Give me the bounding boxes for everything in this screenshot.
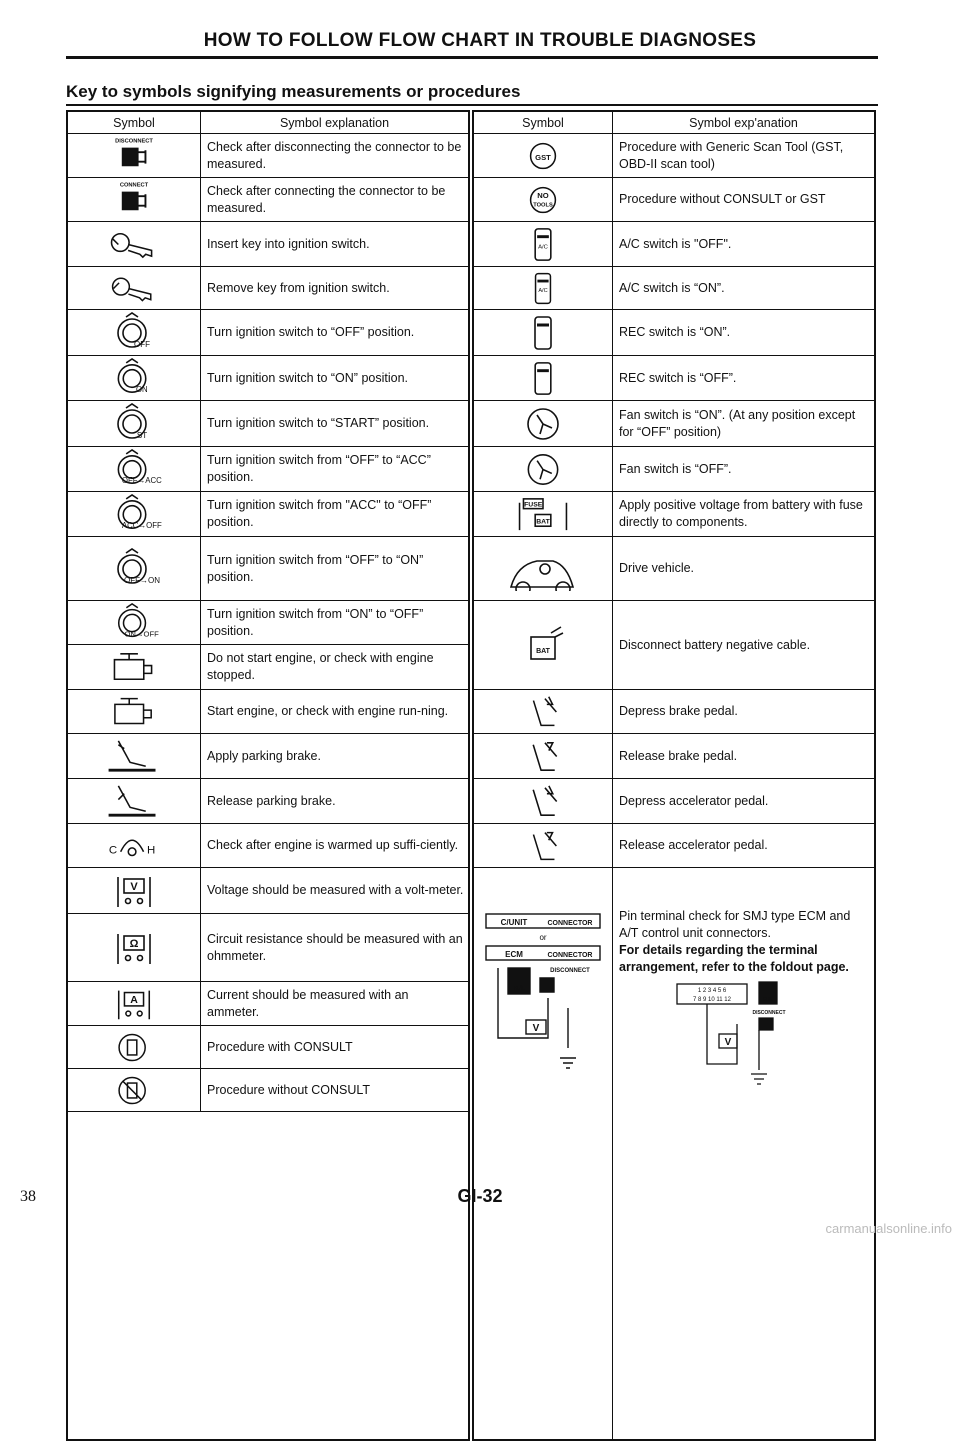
svg-text:FUSE: FUSE <box>524 501 543 509</box>
svg-text:CONNECTOR: CONNECTOR <box>547 952 593 959</box>
left-symbol-cell <box>68 601 201 644</box>
ignition-on-icon <box>84 357 184 400</box>
right-explanation: Release accelerator pedal. <box>619 838 768 852</box>
symbol-table-right <box>472 110 876 1441</box>
left-explanation: Start engine, or check with engine run-ning. <box>207 704 449 718</box>
left-row <box>68 401 468 447</box>
right-explanation: Disconnect battery negative cable. <box>619 637 811 652</box>
left-row <box>68 222 468 267</box>
svg-text:1 2 3 4 5 6: 1 2 3 4 5 6 <box>697 988 727 994</box>
left-symbol-cell <box>68 537 201 600</box>
left-explanation: Turn ignition switch from “ON” to “OFF” position. <box>207 606 424 638</box>
engine-running-icon <box>84 691 184 733</box>
left-row <box>68 537 468 601</box>
left-explanation: Turn ignition switch to “ON” position. <box>207 370 409 385</box>
left-row <box>68 982 468 1026</box>
fuse-battery-icon <box>493 493 593 536</box>
left-symbol-cell <box>68 401 201 446</box>
right-explanation: A/C switch is “ON”. <box>619 280 725 295</box>
right-row <box>474 222 874 267</box>
svg-text:DISCONNECT: DISCONNECT <box>115 138 153 145</box>
right-row <box>474 601 874 690</box>
right-explanation: Drive vehicle. <box>619 561 695 575</box>
svg-text:BAT: BAT <box>536 517 550 525</box>
left-row <box>68 447 468 492</box>
right-explanation: Release brake pedal. <box>619 748 738 763</box>
header-symbol-right: Symbol <box>474 112 613 134</box>
left-explanation: Insert key into ignition switch. <box>207 236 370 251</box>
symbol-table <box>66 110 876 1440</box>
ammeter-icon <box>84 983 184 1025</box>
right-row <box>474 267 874 310</box>
right-row <box>474 401 874 447</box>
right-explanation: Depress brake pedal. <box>619 704 738 718</box>
left-row <box>68 310 468 356</box>
rec-switch-off-icon <box>493 357 593 400</box>
page-code: GI-32 <box>457 1186 503 1206</box>
right-symbol-cell <box>474 447 613 491</box>
disconnect-battery-icon <box>493 623 593 667</box>
page-title: HOW TO FOLLOW FLOW CHART IN TROUBLE DIAGNOSES <box>203 30 757 51</box>
left-symbol-cell <box>68 982 201 1025</box>
ignition-off-acc-icon <box>84 448 184 491</box>
right-symbol-cell <box>474 492 613 536</box>
svg-text:C/UNIT: C/UNIT <box>500 918 528 927</box>
ignition-off-on-icon <box>84 547 184 591</box>
svg-text:or: or <box>539 933 547 942</box>
depress-accelerator-icon <box>493 780 593 823</box>
left-explanation: Turn ignition switch from “OFF” to “ON” position. <box>207 552 424 584</box>
left-explanation: Turn ignition switch from “OFF” to “ACC” position. <box>207 453 431 484</box>
svg-text:Ω: Ω <box>129 937 139 950</box>
left-row <box>68 914 468 982</box>
left-explanation: Check after engine is warmed up suffi-ciently. <box>207 838 459 852</box>
rec-switch-on-icon <box>493 311 593 355</box>
connect-connector-icon <box>84 179 184 221</box>
svg-text:7 8 9 10 11 12: 7 8 9 10 11 12 <box>693 997 731 1003</box>
right-explanation: REC switch is “OFF”. <box>619 370 737 385</box>
left-row <box>68 356 468 401</box>
left-symbol-cell <box>68 178 201 221</box>
ignition-off-icon <box>84 311 184 355</box>
right-symbol-cell <box>474 401 613 446</box>
svg-text:ON: ON <box>135 384 148 394</box>
right-symbol-cell <box>474 779 613 823</box>
left-explanation: Do not start engine, or check with engine stopped. <box>207 651 434 682</box>
left-explanation: Current should be measured with an ammeter. <box>207 987 409 1019</box>
header-explanation: Symbol explanation <box>201 112 468 134</box>
right-row <box>474 356 874 401</box>
disconnect-connector-icon <box>84 135 184 177</box>
left-explanation: Voltage should be measured with a volt-meter. <box>207 883 464 897</box>
right-symbol-cell <box>474 222 613 266</box>
left-row <box>68 824 468 868</box>
left-symbol-cell <box>68 356 201 400</box>
svg-text:A/C: A/C <box>538 287 548 294</box>
fan-switch-off-icon <box>493 448 593 491</box>
left-row <box>68 645 468 690</box>
ignition-start-icon <box>84 402 184 446</box>
svg-text:V: V <box>130 880 138 893</box>
ohmmeter-icon <box>84 926 184 970</box>
consult-icon <box>84 1027 184 1068</box>
ignition-acc-off-icon <box>84 493 184 536</box>
right-row <box>474 690 874 734</box>
pin-check-symbol-cell <box>474 868 613 1439</box>
left-row <box>68 601 468 645</box>
header-explanation-right: Symbol exp'anation <box>613 112 874 134</box>
svg-text:OFF→ACC: OFF→ACC <box>121 475 162 485</box>
left-symbol-cell <box>68 1026 201 1068</box>
right-row <box>474 537 874 601</box>
subtitle-rule <box>66 104 878 106</box>
svg-text:ST: ST <box>136 430 148 440</box>
ac-switch-on-icon <box>493 268 593 309</box>
right-symbol-cell <box>474 824 613 867</box>
right-explanation: Fan switch is “ON”. (At any position except for “OFF” position) <box>619 407 856 439</box>
svg-text:NO: NO <box>537 190 549 200</box>
ac-switch-off-icon <box>493 223 593 266</box>
left-explanation: Procedure with CONSULT <box>207 1039 353 1054</box>
page-number: 38 <box>20 1188 36 1205</box>
left-symbol-cell <box>68 447 201 491</box>
right-explanation: Depress accelerator pedal. <box>619 793 769 808</box>
right-row <box>474 492 874 537</box>
left-row <box>68 868 468 914</box>
left-row <box>68 734 468 779</box>
svg-text:V: V <box>724 1037 732 1048</box>
left-explanation: Remove key from ignition switch. <box>207 280 390 295</box>
left-symbol-cell <box>68 868 201 913</box>
left-row <box>68 690 468 734</box>
left-row <box>68 1069 468 1112</box>
symbol-table-left <box>66 110 470 1441</box>
pin-check-foldout-note: For details regarding the terminal arrangement, refer to the foldout page. <box>619 943 849 974</box>
left-symbol-cell <box>68 779 201 823</box>
left-explanation: Check after disconnecting the connector to be measured. <box>207 139 462 171</box>
section-subtitle: Key to symbols signifying measurements or procedures <box>66 82 521 101</box>
left-symbol-cell <box>68 267 201 309</box>
left-symbol-cell <box>68 914 201 981</box>
left-symbol-cell <box>68 690 201 733</box>
left-explanation: Circuit resistance should be measured with an ohmmeter. <box>207 931 463 963</box>
engine-warm-icon <box>84 825 184 867</box>
svg-text:H.S.: H.S. <box>763 997 773 1003</box>
left-symbol-cell <box>68 222 201 266</box>
title-rule <box>66 56 878 59</box>
left-symbol-cell <box>68 824 201 867</box>
no-consult-icon <box>84 1070 184 1111</box>
right-symbol-cell <box>474 178 613 221</box>
svg-text:OFF→ON: OFF→ON <box>124 575 160 585</box>
svg-text:ON→OFF: ON→OFF <box>124 628 159 638</box>
right-symbol-cell <box>474 267 613 309</box>
left-explanation: Release parking brake. <box>207 793 336 808</box>
right-row <box>474 134 874 178</box>
right-row <box>474 779 874 824</box>
svg-text:TOOLS: TOOLS <box>533 202 553 209</box>
right-row <box>474 447 874 492</box>
svg-text:ACC→OFF: ACC→OFF <box>121 520 162 530</box>
right-explanation: REC switch is “ON”. <box>619 325 731 339</box>
svg-text:A: A <box>130 993 138 1006</box>
right-row <box>474 310 874 356</box>
svg-text:OFF: OFF <box>134 339 150 349</box>
engine-stopped-icon <box>84 646 184 689</box>
drive-vehicle-icon <box>493 547 593 591</box>
watermark: carmanualsonline.info <box>825 1221 952 1236</box>
svg-text:C: C <box>108 844 118 857</box>
svg-text:DISCONNECT: DISCONNECT <box>752 1010 786 1016</box>
svg-text:A/C: A/C <box>538 243 548 250</box>
left-row <box>68 492 468 537</box>
left-row <box>68 267 468 310</box>
pin-check-text: Pin terminal check for SMJ type ECM and A/T control unit connectors. <box>619 909 851 940</box>
right-symbol-cell <box>474 690 613 733</box>
left-row <box>68 1026 468 1069</box>
insert-key-icon <box>84 223 184 266</box>
release-accelerator-icon <box>493 825 593 867</box>
left-symbol-cell <box>68 310 201 355</box>
svg-text:H: H <box>147 844 156 857</box>
left-row <box>68 178 468 222</box>
svg-text:V: V <box>532 1023 540 1034</box>
fan-switch-on-icon <box>493 402 593 446</box>
left-symbol-cell <box>68 645 201 689</box>
depress-brake-pedal-icon <box>493 691 593 733</box>
pin-check-explanation <box>613 868 874 1439</box>
remove-key-icon <box>84 268 184 309</box>
svg-text:BAT: BAT <box>536 648 550 655</box>
release-brake-pedal-icon <box>493 735 593 778</box>
right-symbol-cell <box>474 537 613 600</box>
left-explanation: Turn ignition switch to “OFF” position. <box>207 325 415 339</box>
right-row <box>474 734 874 779</box>
gst-icon <box>493 135 593 177</box>
release-parking-brake-icon <box>84 780 184 823</box>
pin-check-block <box>474 868 874 1439</box>
right-symbol-cell <box>474 310 613 355</box>
right-explanation: Procedure with Generic Scan Tool (GST, OBD-II scan tool) <box>619 139 844 171</box>
left-explanation: Turn ignition switch to “START” position. <box>207 416 430 430</box>
header-symbol: Symbol <box>68 112 201 134</box>
right-explanation: Procedure without CONSULT or GST <box>619 192 826 206</box>
right-explanation: Apply positive voltage from battery with fuse directly to components. <box>619 498 863 529</box>
right-row <box>474 178 874 222</box>
svg-text:CONNECTOR: CONNECTOR <box>547 920 593 927</box>
left-symbol-cell <box>68 134 201 177</box>
left-symbol-cell <box>68 1069 201 1111</box>
svg-text:ECM: ECM <box>505 950 523 959</box>
right-symbol-cell <box>474 601 613 689</box>
apply-parking-brake-icon <box>84 735 184 778</box>
left-symbol-cell <box>68 492 201 536</box>
svg-text:CONNECT: CONNECT <box>119 182 149 189</box>
left-symbol-cell <box>68 734 201 778</box>
voltmeter-icon <box>84 869 184 913</box>
right-symbol-cell <box>474 356 613 400</box>
left-explanation: Turn ignition switch from "ACC" to “OFF” position. <box>207 498 432 529</box>
svg-text:GST: GST <box>535 152 551 162</box>
ignition-on-off-icon <box>84 602 184 644</box>
right-row <box>474 824 874 868</box>
left-explanation: Check after connecting the connector to be measured. <box>207 183 446 215</box>
left-row <box>68 779 468 824</box>
right-explanation: Fan switch is “OFF”. <box>619 461 732 476</box>
right-symbol-cell <box>474 134 613 177</box>
left-explanation: Apply parking brake. <box>207 748 321 763</box>
svg-text:H.S.: H.S. <box>513 986 525 992</box>
pin-check-diagram-icon <box>478 908 608 1088</box>
pin-terminal-diagram-icon <box>619 976 799 1096</box>
left-row <box>68 134 468 178</box>
right-explanation: A/C switch is "OFF". <box>619 236 732 251</box>
right-symbol-cell <box>474 734 613 778</box>
svg-text:DISCONNECT: DISCONNECT <box>550 968 590 974</box>
left-explanation: Procedure without CONSULT <box>207 1082 371 1097</box>
no-tools-icon <box>493 179 593 221</box>
